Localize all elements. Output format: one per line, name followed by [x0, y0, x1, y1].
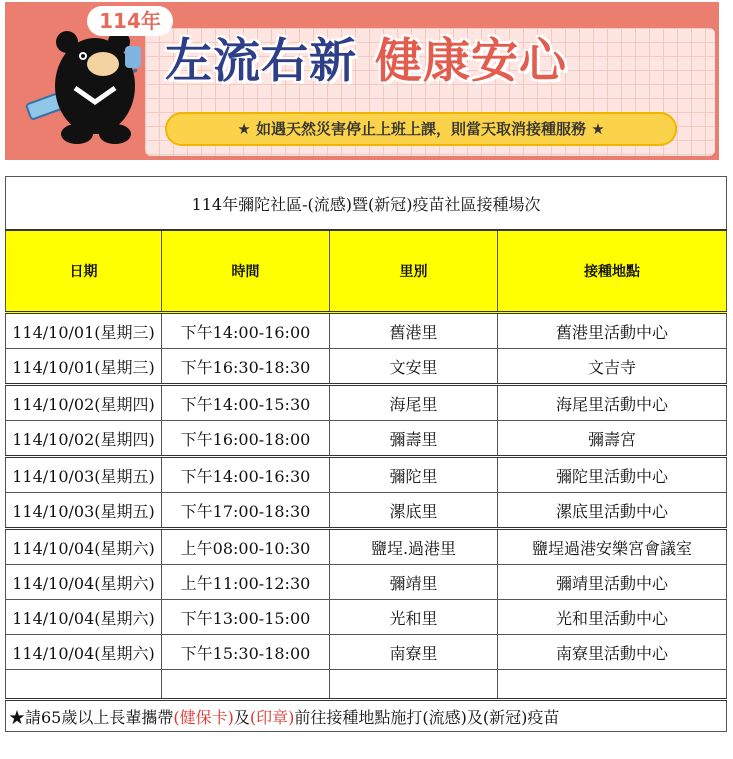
- cell-time: 下午14:00-16:00: [162, 313, 330, 349]
- cell-date: 114/10/04(星期六): [6, 600, 162, 635]
- cell-date: 114/10/02(星期四): [6, 385, 162, 421]
- cell-location: 漯底里活動中心: [498, 493, 727, 529]
- cell-village: 南寮里: [330, 635, 498, 670]
- header-time: 時間: [162, 230, 330, 313]
- table-row: [6, 349, 727, 385]
- table-title: 114年彌陀社區-(流感)暨(新冠)疫苗社區接種場次: [6, 177, 727, 231]
- footer-seal: (印章): [249, 707, 295, 727]
- cell-village: 光和里: [330, 600, 498, 635]
- footer-health-card: (健保卡): [173, 707, 234, 727]
- cell-time: 下午14:00-15:30: [162, 385, 330, 421]
- cell-date: 114/10/02(星期四): [6, 421, 162, 457]
- cell-time: 下午16:30-18:30: [162, 349, 330, 385]
- table-row: [6, 493, 727, 529]
- footer-prefix: ★請65歲以上長輩攜帶: [9, 707, 174, 727]
- empty-cell: [498, 670, 727, 700]
- cell-time: 上午08:00-10:30: [162, 529, 330, 565]
- header-village: 里別: [330, 230, 498, 313]
- cell-time: 上午11:00-12:30: [162, 565, 330, 600]
- cell-date: 114/10/01(星期三): [6, 313, 162, 349]
- empty-cell: [6, 670, 162, 700]
- cell-location: 光和里活動中心: [498, 600, 727, 635]
- vaccine-banner: [5, 2, 719, 160]
- table-empty-row: [6, 670, 727, 700]
- header-date: 日期: [6, 230, 162, 313]
- vaccination-schedule-table: [5, 176, 727, 732]
- footer-note: [6, 700, 727, 732]
- bear-mascot-icon: [17, 16, 157, 156]
- table-row: [6, 457, 727, 493]
- slogan-part2: 健康安心: [375, 34, 567, 89]
- table-row: [6, 421, 727, 457]
- cell-village: 舊港里: [330, 313, 498, 349]
- cell-village: 彌陀里: [330, 457, 498, 493]
- cell-village: 漯底里: [330, 493, 498, 529]
- cell-date: 114/10/04(星期六): [6, 635, 162, 670]
- cell-date: 114/10/04(星期六): [6, 529, 162, 565]
- table-footer-row: [6, 700, 727, 732]
- disaster-notice: ★ 如遇天然災害停止上班上課，則當天取消接種服務 ★: [165, 112, 677, 146]
- cell-location: 彌陀里活動中心: [498, 457, 727, 493]
- table-header-row: [6, 230, 727, 313]
- cell-location: 南寮里活動中心: [498, 635, 727, 670]
- header-location: 接種地點: [498, 230, 727, 313]
- cell-village: 彌靖里: [330, 565, 498, 600]
- cell-date: 114/10/01(星期三): [6, 349, 162, 385]
- cell-village: 文安里: [330, 349, 498, 385]
- cell-village: 海尾里: [330, 385, 498, 421]
- cell-village: 鹽埕.過港里: [330, 529, 498, 565]
- footer-mid: 及: [233, 707, 250, 727]
- cell-date: 114/10/03(星期五): [6, 457, 162, 493]
- empty-cell: [330, 670, 498, 700]
- cell-date: 114/10/04(星期六): [6, 565, 162, 600]
- empty-cell: [162, 670, 330, 700]
- cell-location: 舊港里活動中心: [498, 313, 727, 349]
- cell-location: 彌靖里活動中心: [498, 565, 727, 600]
- table-row: [6, 565, 727, 600]
- footer-suffix: 前往接種地點施打(流感)及(新冠)疫苗: [294, 707, 560, 727]
- table-row: [6, 529, 727, 565]
- table-row: [6, 635, 727, 670]
- cell-location: 文吉寺: [498, 349, 727, 385]
- cell-time: 下午13:00-15:00: [162, 600, 330, 635]
- cell-location: 海尾里活動中心: [498, 385, 727, 421]
- cell-location: 鹽埕過港安樂宮會議室: [498, 529, 727, 565]
- table-row: [6, 313, 727, 349]
- banner-slogan: [165, 24, 567, 91]
- year-badge: 114年: [87, 6, 173, 36]
- cell-village: 彌壽里: [330, 421, 498, 457]
- cell-time: 下午16:00-18:00: [162, 421, 330, 457]
- table-row: [6, 600, 727, 635]
- cell-time: 下午17:00-18:30: [162, 493, 330, 529]
- cell-time: 下午14:00-16:30: [162, 457, 330, 493]
- table-row: [6, 385, 727, 421]
- cell-location: 彌壽宮: [498, 421, 727, 457]
- cell-date: 114/10/03(星期五): [6, 493, 162, 529]
- slogan-part1: 左流右新: [165, 34, 357, 89]
- cell-time: 下午15:30-18:00: [162, 635, 330, 670]
